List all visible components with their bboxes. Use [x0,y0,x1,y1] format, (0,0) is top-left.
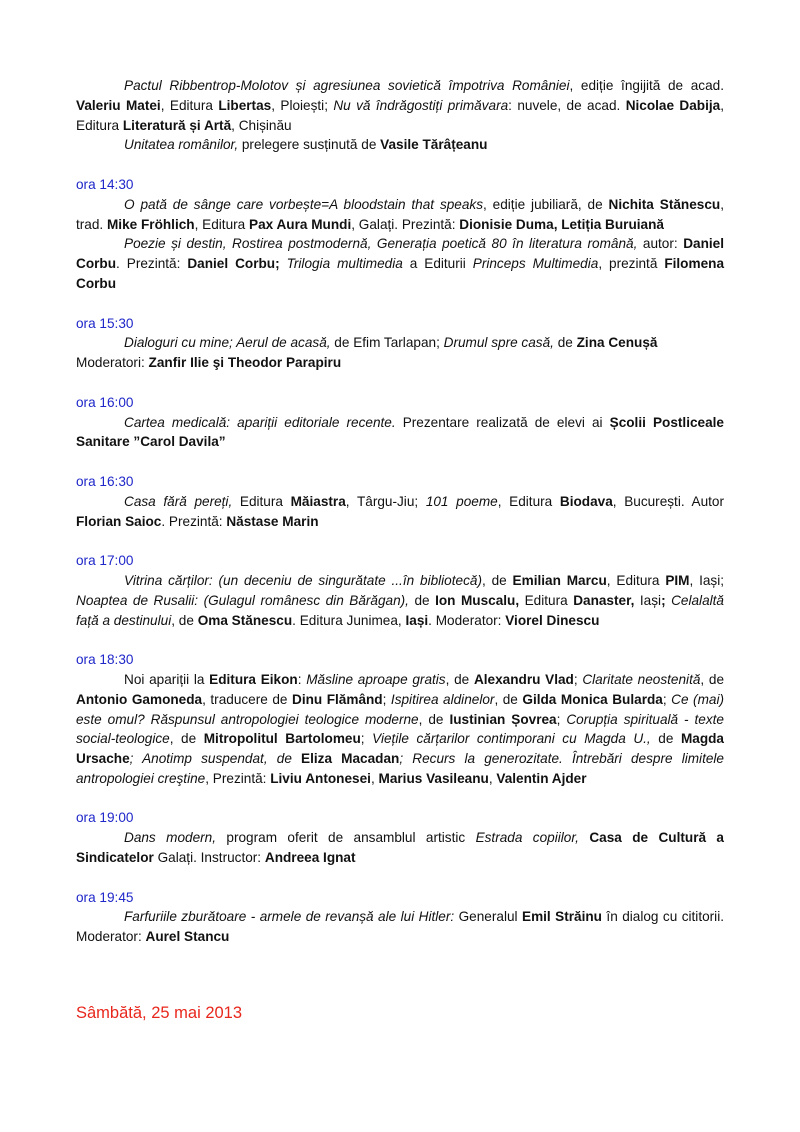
text: , Editura [160,97,219,113]
person-name: Alexandru Vlad [473,671,574,687]
ensemble-name: Estrada copiilor, [475,830,579,846]
person-name: Magda Ursache [76,731,724,767]
text: , prezintă [598,256,665,272]
person-name: Mike Fröhlich [106,216,195,232]
time-label: ora 17:00 [76,553,134,569]
text: . Prezintă: [116,256,188,272]
book-title: Cartea medicală: apariții editoriale recente. [124,414,396,430]
text: Editura [519,592,574,608]
text: , ediție îngijită de acad. [569,78,724,93]
person-name: Daniel Corbu; [187,256,280,272]
person-name: Oma Stănescu [197,612,293,628]
publisher-name: Biodava [559,493,613,509]
text: Moderatori: [76,355,149,371]
time-label: ora 18:30 [76,652,134,668]
book-title: ; Anotimp suspendat, de [129,751,302,767]
text: , de [171,612,198,628]
book-title: 101 poeme [425,493,498,509]
text: Noi apariții la [124,671,210,687]
publisher-name: Pax Aura Mundi [249,216,352,232]
day-heading: Sâmbătă, 25 mai 2013 [76,1004,243,1022]
text: , Iași; [689,572,725,588]
text: , Galați. Prezintă: [351,216,460,232]
text: , de [481,572,513,588]
book-title: Pactul Ribbentrop-Molotov și agresiunea sovietică împotriva României [124,78,570,93]
program-slot-1700 [76,551,724,630]
publisher-name: Princeps Multimedia [472,256,599,272]
time-label: ora 16:00 [76,394,134,410]
event-title: Dans modern, [124,830,216,846]
text: Generalul [454,909,522,925]
person-name: Marius Vasileanu [378,770,489,786]
publisher-name: Danaster, [573,592,635,608]
text: Prezentare realizată de elevi ai [395,414,610,430]
program-slot-1630 [76,472,724,531]
text: ; [382,691,391,707]
text: de [553,335,577,351]
text: , Editura [497,493,560,509]
program-entry [76,234,724,293]
person-name: Năstase Marin [226,513,319,529]
text: ; [661,592,666,608]
institution-name: Școlii Postliceale Sanitare ”Carol Davila” [76,414,724,450]
person-name: Gilda Monica Bularda [522,691,663,707]
text: . Editura Junimea, [292,612,406,628]
text: , de [169,731,204,747]
book-title: Noaptea de Rusalii: (Gulagul românesc din Bărăgan), [76,592,409,608]
book-title: Măsline aproape gratis [306,671,446,687]
person-name: Viorel Dinescu [505,612,600,628]
person-name: Nicolae Dabija [625,97,721,113]
book-title: Viețile cărțarilor contimporani cu Magda U., [372,731,651,747]
program-page [76,76,724,947]
publisher-name: PIM [665,572,690,588]
program-entry [76,571,724,630]
person-name: Iustinian Șovrea [449,711,557,727]
person-name: Aurel Stancu [145,929,230,945]
text: de [408,592,436,608]
publisher-name: Măiastra [290,493,346,509]
text: . Prezintă: [161,513,227,529]
program-entry [76,828,724,868]
text: , ediție jubiliară, de [483,196,609,212]
person-name: Filomena Corbu [76,256,724,291]
person-name: Zanfir Ilie şi Theodor Parapiru [148,355,342,371]
book-title: Ce (mai) este omul? Răspunsul antropologiei teologice moderne [76,691,724,727]
text: , de [445,671,474,687]
text: ; [556,711,567,727]
book-title: Ispitirea aldinelor [390,691,495,707]
text [280,256,287,271]
person-name: Antonio Gamoneda [76,691,203,707]
text: , Chișinău [231,117,292,133]
person-name: Vasile Tărâțeanu [380,137,488,153]
text: , trad. [76,196,724,232]
book-title: Farfuriile zburătoare - armele de revanșă ale lui Hitler: [124,909,455,925]
person-name: Mitropolitul Bartolomeu [203,731,361,747]
person-name: Valeriu Matei [76,97,161,113]
time-label: ora 16:30 [76,473,134,489]
program-entry [76,76,724,135]
book-title: ; Recurs la generozitate. Întrebări despre limitele antropologiei creştine [76,751,724,786]
person-name: Emil Străinu [522,909,602,925]
program-entry [76,195,724,235]
text: a Editurii [402,256,473,272]
text: , Editura [194,216,250,232]
institution-name: Casa de Cultură a Sindicatelor [76,830,724,866]
time-label: ora 14:30 [76,176,134,192]
publisher-name: Libertas [218,97,272,113]
person-name: Nichita Stănescu [608,196,721,212]
text: , de [494,691,523,707]
text: , de [418,711,450,727]
text: , [370,770,379,786]
book-title: O pată de sânge care vorbește=A bloodstain that speaks [124,196,484,212]
text: Galați. Instructor: [153,850,265,866]
program-entry [76,353,724,373]
program-slot-1830 [76,650,724,789]
publisher-name: Literatură și Artă [122,117,232,133]
person-name: Eliza Macadan [301,751,400,767]
text: ; [360,731,373,747]
program-slot-1600 [76,393,724,452]
person-name: Dinu Flămând [292,691,383,707]
text: de [650,731,681,747]
book-title: Dialoguri cu mine; Aerul de acasă, [124,335,331,351]
text: : [297,671,307,687]
text: de Efim Tarlapan; [330,335,444,351]
time-label: ora 19:00 [76,810,134,826]
text: , de [700,671,725,687]
text [579,830,589,845]
person-name: Ion Muscalu, [435,592,520,608]
book-title: Poezie și destin, Rostirea postmodernă, Generația poetică 80 în literatura română, [124,236,638,252]
text: , Editura [606,572,666,588]
program-block-intro [76,76,724,155]
person-name: Dionisie Duma, Letiția Buruiană [459,216,664,232]
program-slot-1900 [76,808,724,867]
book-title: Trilogia multimedia [286,256,403,272]
text: în dialog cu cititorii. Moderator: [76,909,725,945]
person-name: Zina Cenușă [576,335,658,351]
publisher-name: Editura Eikon [209,671,298,687]
text: , [488,770,497,786]
lecture-title: Unitatea românilor, [124,137,239,153]
text: prelegere susținută de [238,137,381,153]
person-name: Valentin Ajder [496,770,587,786]
text: autor: [637,236,684,252]
program-entry [76,492,724,532]
text: , Ploiești; [271,97,334,113]
text: : nuvele, de acad. [508,97,626,113]
program-entry [76,333,724,353]
program-slot-1430 [76,175,724,294]
program-entry [76,907,724,947]
book-title: Celalaltă față a destinului [76,592,724,628]
person-name: Florian Saioc [76,513,162,529]
text: , Editura [76,97,724,133]
book-title: Claritate neostenită [582,671,701,687]
person-name: Daniel Corbu [76,236,724,272]
program-entry [76,413,724,453]
text: Iași [634,592,662,608]
text: , București. Autor [612,493,725,509]
text: , Târgu-Jiu; [345,493,426,509]
person-name: Liviu Antonesei [270,770,371,786]
person-name: Andreea Ignat [264,850,356,866]
text: program oferit de ansamblul artistic [216,830,476,846]
time-label: ora 15:30 [76,315,134,331]
place-name: Iași [405,612,429,628]
text: , traducere de [202,691,292,707]
program-slot-1945 [76,888,724,947]
program-entry [76,670,724,789]
person-name: Emilian Marcu [512,572,607,588]
program-entry [76,135,724,155]
book-title: Drumul spre casă, [443,335,554,351]
text: ; [573,671,583,687]
text: ; [662,691,672,707]
book-title: Nu vă îndrăgostiți primăvara [333,97,509,113]
time-label: ora 19:45 [76,889,134,905]
text: . Moderator: [428,612,506,628]
text: Editura [232,493,291,509]
book-title: Casa fără pereți, [124,493,233,509]
book-title: Corupția spirituală - texte social-teologice [76,711,724,747]
program-slot-1530 [76,314,724,373]
book-title: Vitrina cărților: (un deceniu de singurătate ...în bibliotecă) [124,572,482,588]
text: , Prezintă: [205,770,271,786]
